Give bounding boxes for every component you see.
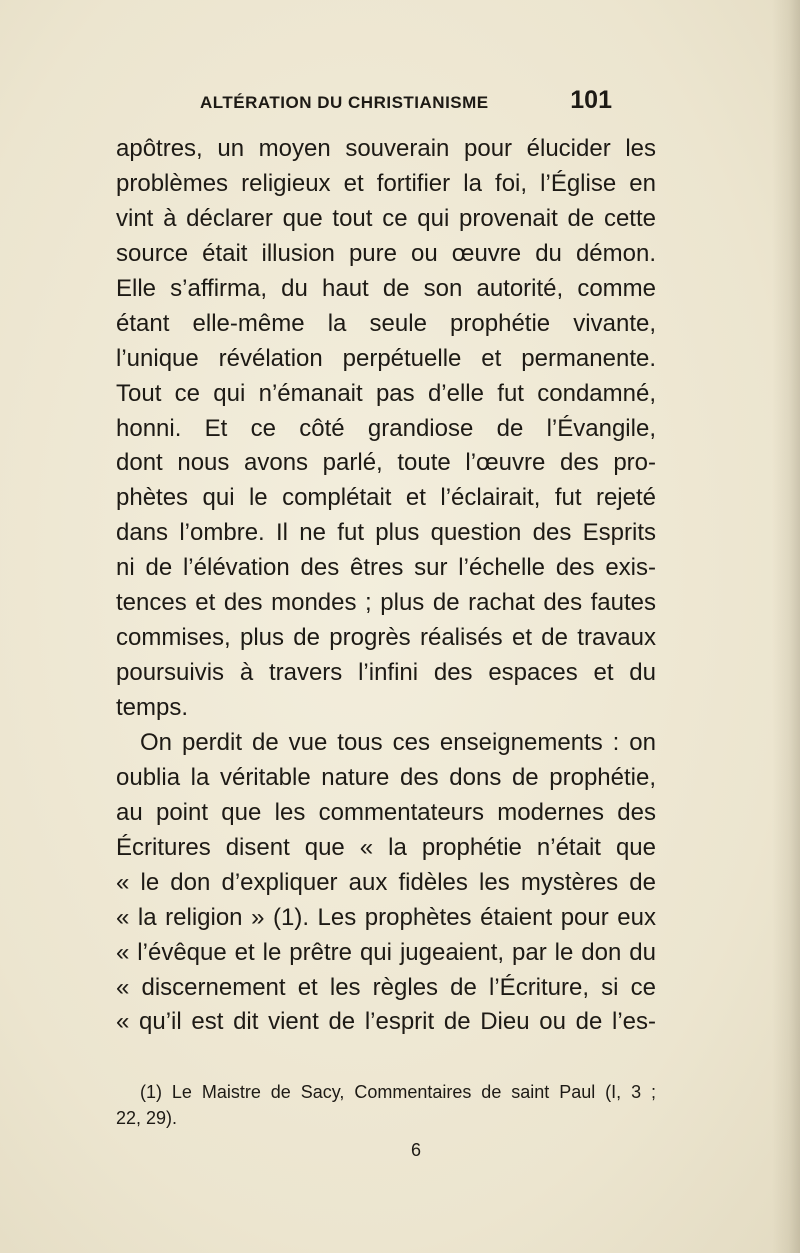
text-line: oublia la véritable nature des dons de prophétie, xyxy=(116,763,656,791)
text-line: « la religion » (1). Les prophètes étaient pour eux xyxy=(116,903,656,931)
footnote xyxy=(116,1079,656,1131)
page-number: 101 xyxy=(570,86,612,114)
text-line: source était illusion pure ou œuvre du démon. xyxy=(116,239,656,267)
text-line: « qu’il est dit vient de l’esprit de Dieu ou de l’es- xyxy=(116,1008,656,1036)
text-line: problèmes religieux et fortifier la foi, l’Église en xyxy=(116,169,656,197)
page-edge-shadow xyxy=(772,0,800,1253)
text-line: ni de l’élévation des êtres sur l’échelle des exis- xyxy=(116,554,656,582)
text-line: vint à déclarer que tout ce qui provenait de cette xyxy=(116,204,656,232)
text-line: dont nous avons parlé, toute l’œuvre des pro- xyxy=(116,449,656,477)
running-head xyxy=(200,86,612,114)
signature-mark xyxy=(0,1140,800,1161)
text-line: « l’évêque et le prêtre qui jugeaient, par le don du xyxy=(116,938,656,966)
text-line: « le don d’expliquer aux fidèles les mystères de xyxy=(116,868,656,896)
text-line: apôtres, un moyen souverain pour élucider les xyxy=(116,135,656,162)
text-line: Écritures disent que « la prophétie n’était que xyxy=(116,833,656,861)
running-title: ALTÉRATION DU CHRISTIANISME xyxy=(200,93,489,112)
signature-number: 6 xyxy=(410,1140,421,1160)
text-line: Elle s’affirma, du haut de son autorité, comme xyxy=(116,274,656,302)
text-line: honni. Et ce côté grandiose de l’Évangile, xyxy=(116,414,656,442)
text-line: tences et des mondes ; plus de rachat des fautes xyxy=(116,589,656,617)
text-line: au point que les commentateurs modernes des xyxy=(116,798,656,826)
footnote-line: (1) Le Maistre de Sacy, Commentaires de saint Paul (I, 3 ; xyxy=(140,1082,656,1102)
text-line: poursuivis à travers l’infini des espaces et du xyxy=(116,659,656,687)
text-line: phètes qui le complétait et l’éclairait, fut rejeté xyxy=(116,484,656,512)
text-line: étant elle-même la seule prophétie vivante, xyxy=(116,309,656,337)
footnote-line: 22, 29). xyxy=(116,1108,178,1128)
text-line: dans l’ombre. Il ne fut plus question des Esprits xyxy=(116,519,656,547)
text-line: Tout ce qui n’émanait pas d’elle fut condamné, xyxy=(116,379,656,407)
text-line-paragraph-end: temps. xyxy=(116,694,189,721)
text-line-paragraph-start: On perdit de vue tous ces enseignements : on xyxy=(140,728,656,756)
text-line: l’unique révélation perpétuelle et permanente. xyxy=(116,344,656,372)
body-text xyxy=(116,132,656,1040)
text-line: « discernement et les règles de l’Écriture, si ce xyxy=(116,973,656,1001)
text-line: commises, plus de progrès réalisés et de travaux xyxy=(116,624,656,652)
